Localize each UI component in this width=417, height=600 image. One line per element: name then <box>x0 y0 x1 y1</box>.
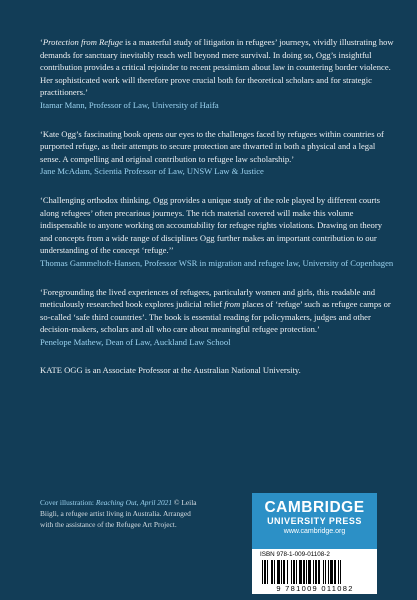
blurb-quote <box>40 286 396 336</box>
barcode-digits: 9 781009 011082 <box>276 584 354 593</box>
book-title: Protection from Refuge <box>42 37 123 47</box>
blurb-1 <box>40 36 396 112</box>
publisher-logo <box>252 493 377 551</box>
artwork-title: Reaching Out, April 2021 <box>95 498 173 507</box>
publisher-subtitle: UNIVERSITY PRESS <box>267 516 362 526</box>
blurb-attribution: Penelope Mathew, Dean of Law, Auckland Law School <box>40 336 231 347</box>
blurb-attribution: Thomas Gammeltoft-Hansen, Professor WSR in migration and refugee law, University of Copenhagen <box>40 257 394 268</box>
publisher-url: www.cambridge.org <box>283 528 346 535</box>
blurb-attribution: Jane McAdam, Scientia Professor of Law, UNSW Law & Justice <box>40 166 264 177</box>
blurb-4 <box>40 286 396 349</box>
barcode-panel <box>252 549 377 594</box>
blurb-3 <box>40 194 396 270</box>
author-note: KATE OGG is an Associate Professor at the Australian National University. <box>40 365 301 376</box>
blurb-attribution: Itamar Mann, Professor of Law, University of Haifa <box>40 99 219 110</box>
quote-text: ‘Foregrounding the lived experiences of refugees, particularly women and girls, this readable and meticulously researched book explores judicial relief <box>40 286 376 310</box>
back-cover-text <box>40 36 396 376</box>
blurb-quote: ‘Challenging orthodox thinking, Ogg provides a unique study of the role played by different courts along refugees’ often precarious journeys. The rich material covered will make this volume indispensable to anyone working on accountability for refugee rights violations. Drawing on theory and concepts from a wide range of disciplines Ogg further makes an important contribution to our understanding of the concept ‘refuge.’’ <box>40 194 382 256</box>
cover-credit-text: © Leila Biigli, a refugee artist living in Australia. Arranged with the assistance of the Refugee Art Project. <box>40 498 197 529</box>
quote-emphasis: from <box>224 299 241 310</box>
quote-mark: ‘ <box>40 37 43 47</box>
publisher-name: CAMBRIDGE <box>264 499 365 516</box>
cover-credit-label: Cover illustration: <box>40 498 96 507</box>
blurb-2 <box>40 128 396 178</box>
cover-credit <box>40 497 205 530</box>
isbn-label: ISBN 978-1-009-01108-2 <box>260 551 330 558</box>
quote-text: places of ‘refuge’ such as refugee camps or so-called ‘safe third countries’. The book is essential reading for policymakers, judges and other decision-makers, scholars and all who care about meaningful refugee protection.’ <box>40 299 391 335</box>
quote-text: is a masterful study of litigation in refugees’ journeys, vividly illustrating how demands for sanctuary inevitably reach well beyond mere survival. In doing so, Ogg’s insightful contribution provides a critical rejoinder to recent pessimism about law in countering border violence. Her sophisticated work will therefore prove crucial both for theoretical scholars and for strategic practitioners.’ <box>40 37 394 98</box>
blurb-quote <box>40 36 396 99</box>
blurb-quote: ‘Kate Ogg’s fascinating book opens our eyes to the challenges faced by refugees within countries of purported refuge, as their attempts to secure protection are thwarted in both a physical and a legal sense. A compelling and original contribution to refugee law scholarship.’ <box>40 128 384 164</box>
barcode-icon <box>262 560 368 584</box>
